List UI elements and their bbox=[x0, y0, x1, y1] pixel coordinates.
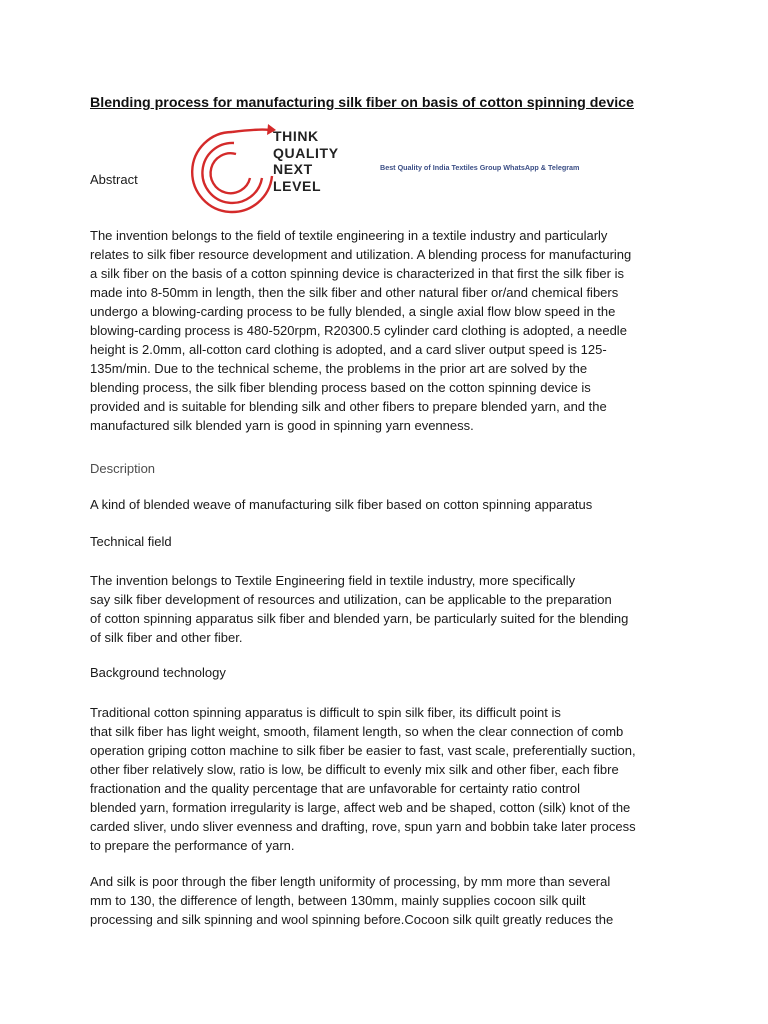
abstract-line: blending process, the silk fiber blending process based on the cotton spinning device is bbox=[90, 380, 591, 395]
background-line: Traditional cotton spinning apparatus is difficult to spin silk fiber, its difficult point is bbox=[90, 705, 561, 720]
background-line: other fiber relatively slow, ratio is low, be difficult to evenly mix silk and other fiber, each fibre bbox=[90, 762, 619, 777]
description-heading: Description bbox=[90, 461, 156, 476]
last-paragraph-line: And silk is poor through the fiber length uniformity of processing, by mm more than several bbox=[90, 874, 611, 889]
technical-field-line: of silk fiber and other fiber. bbox=[90, 630, 243, 645]
logo-line: QUALITY bbox=[273, 144, 339, 161]
abstract-heading: Abstract bbox=[90, 172, 138, 187]
logo-line: LEVEL bbox=[273, 177, 322, 194]
description-line: A kind of blended weave of manufacturing silk fiber based on cotton spinning apparatus bbox=[90, 497, 593, 512]
abstract-line: relates to silk fiber resource development and utilization. A blending process for manufacturing bbox=[90, 247, 632, 262]
abstract-line: made into 8-50mm in length, then the silk fiber and other natural fiber or/and chemical fibers bbox=[90, 285, 619, 300]
document-title: Blending process for manufacturing silk fiber on basis of cotton spinning device bbox=[90, 95, 634, 111]
logo-wordmark bbox=[273, 128, 339, 194]
abstract-line: 135m/min. Due to the technical scheme, the problems in the prior art are solved by the bbox=[90, 361, 588, 376]
abstract-paragraph bbox=[90, 226, 690, 435]
abstract-line: blowing-carding process is 480-520rpm, R20300.5 cylinder card clothing is adopted, a needle bbox=[90, 323, 627, 338]
technical-field-heading: Technical field bbox=[90, 534, 172, 549]
background-paragraph bbox=[90, 703, 690, 855]
abstract-line: The invention belongs to the field of textile engineering in a textile industry and particularly bbox=[90, 228, 608, 243]
logo-line: NEXT bbox=[273, 161, 313, 177]
background-line: fractionation and the quality percentage that are unfavorable for certainty ratio control bbox=[90, 781, 580, 796]
abstract-line: undergo a blowing-carding process to be fully blended, a single axial flow blow speed in the bbox=[90, 304, 616, 319]
background-line: operation griping cotton machine to silk fiber be easier to fast, vast scale, preferentially suction, bbox=[90, 743, 636, 758]
background-line: that silk fiber has light weight, smooth, filament length, so when the clear connection of comb bbox=[90, 724, 624, 739]
abstract-line: a silk fiber on the basis of a cotton spinning device is characterized in that first the silk fiber is bbox=[90, 266, 624, 281]
logo-line: THINK bbox=[273, 128, 319, 144]
background-line: blended yarn, formation irregularity is large, affect web and be shaped, cotton (silk) knot of the bbox=[90, 800, 631, 815]
technical-field-line: say silk fiber development of resources and utilization, can be applicable to the preparation bbox=[90, 592, 612, 607]
background-line: to prepare the performance of yarn. bbox=[90, 838, 295, 853]
spiral-arrow-icon bbox=[188, 118, 278, 226]
technical-field-line: of cotton spinning apparatus silk fiber and blended yarn, be particularly suited for the blending bbox=[90, 611, 629, 626]
technical-field-line: The invention belongs to Textile Engineering field in textile industry, more specifically bbox=[90, 573, 576, 588]
logo-tagline: Best Quality of India Textiles Group WhatsApp & Telegram bbox=[380, 163, 580, 172]
abstract-line: provided and is suitable for blending silk and other fibers to prepare blended yarn, and the bbox=[90, 399, 607, 414]
technical-field-paragraph bbox=[90, 571, 690, 647]
last-paragraph-line: mm to 130, the difference of length, between 130mm, mainly supplies cocoon silk quilt bbox=[90, 893, 586, 908]
background-line: carded sliver, undo sliver evenness and drafting, rove, spun yarn and bobbin take later process bbox=[90, 819, 636, 834]
abstract-line: height is 2.0mm, all-cotton card clothing is adopted, and a card sliver output speed is 125- bbox=[90, 342, 607, 357]
background-heading: Background technology bbox=[90, 665, 226, 680]
think-quality-logo bbox=[188, 118, 368, 226]
last-paragraph-line: processing and silk spinning and wool spinning before.Cocoon silk quilt greatly reduces the bbox=[90, 912, 614, 927]
abstract-line: manufactured silk blended yarn is good in spinning yarn evenness. bbox=[90, 418, 474, 433]
last-paragraph bbox=[90, 872, 690, 929]
